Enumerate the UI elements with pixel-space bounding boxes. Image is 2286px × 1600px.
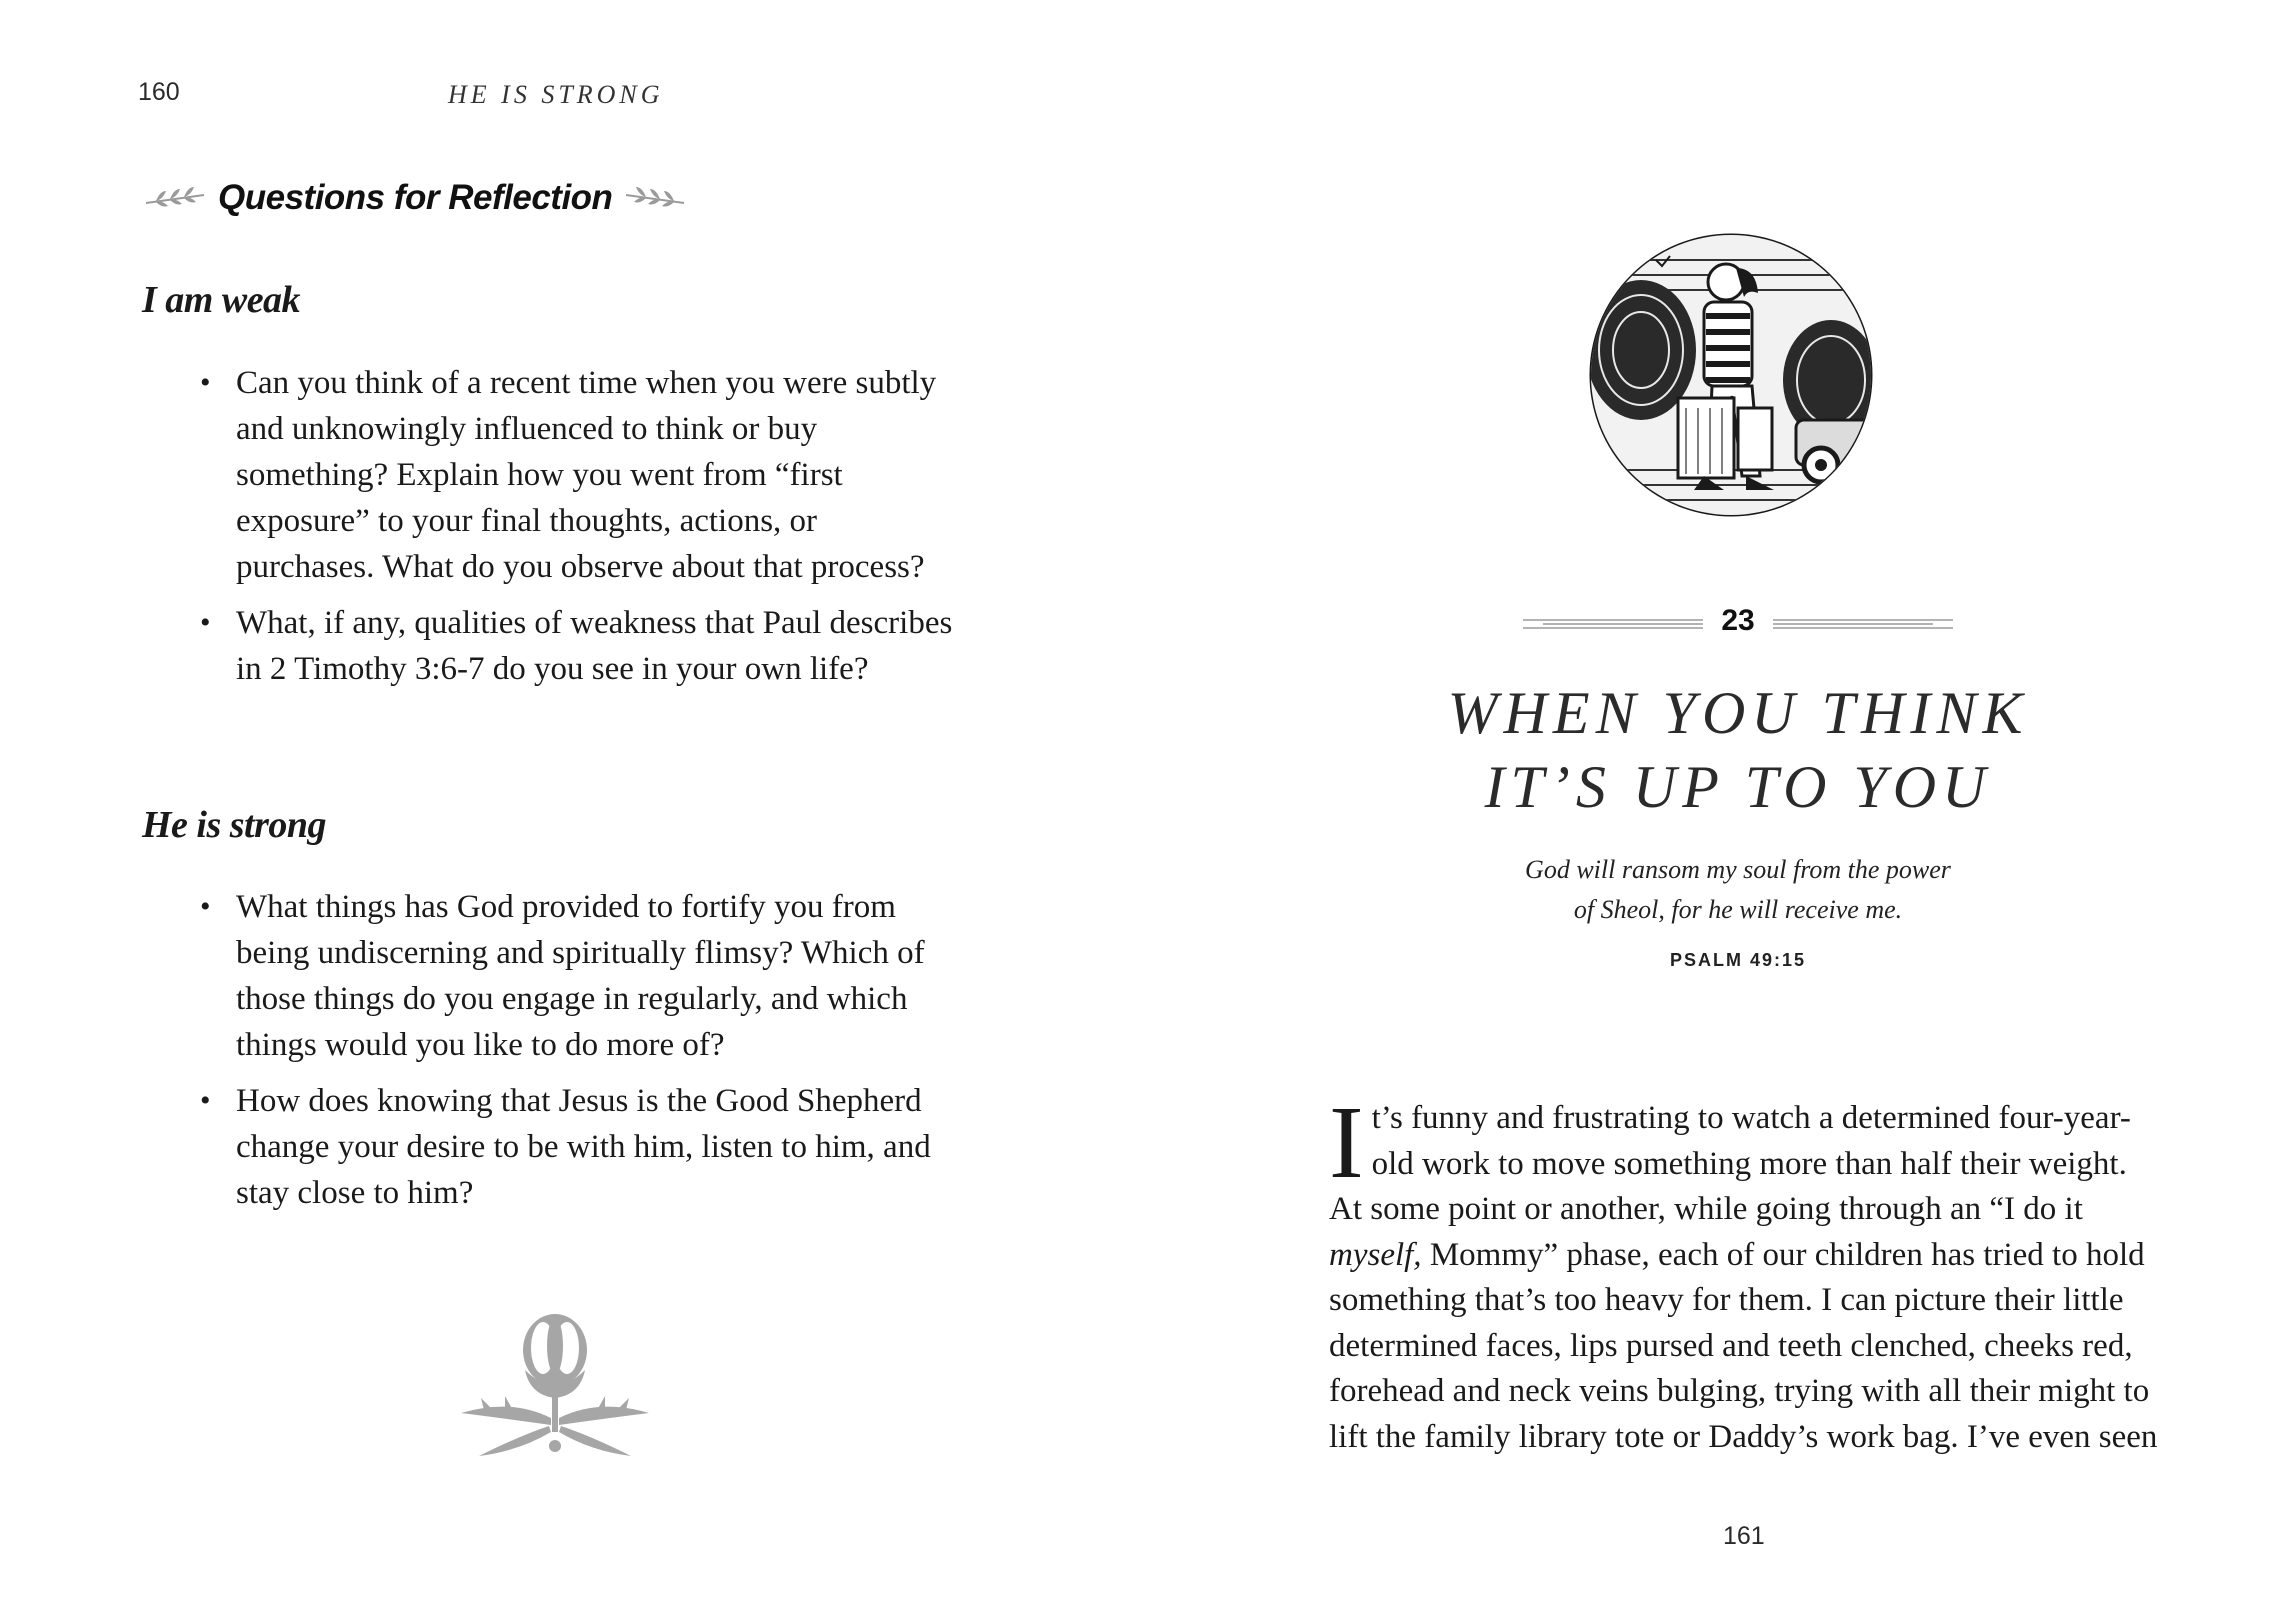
epigraph-line: of Sheol, for he will receive me. — [1573, 895, 1903, 924]
reflection-title: Questions for Reflection — [218, 178, 613, 217]
question-text: Can you think of a recent time when you were subtly and unknowingly influenced to think or buy something? Explain how you went from “first exposure” to your final thoughts, actions, or purchases. What do you observe about that process? — [236, 365, 937, 585]
sprig-right-icon — [622, 185, 688, 211]
section-title-strong: He is strong — [142, 804, 327, 846]
body-text-part: Mommy” phase, each of our children has tried to hold something that’s too heavy for them. I can picture their little determined faces, lips pursed and teeth clenched, cheeks red, forehead and neck veins bulging, trying with all their might to lift the family library tote or Daddy’s work bag. I’ve even seen — [1329, 1236, 2158, 1455]
epigraph-line: God will ransom my soul from the power — [1525, 855, 1951, 884]
body-paragraph — [1329, 1085, 2159, 1460]
question-item — [200, 884, 960, 1068]
body-text-part: t’s funny and frustrating to watch a determined four-year-old work to move something more than half their weight. At some point or another, while going through an “I do it — [1329, 1100, 2131, 1227]
chapter-title-line: WHEN YOU THINK — [1447, 680, 2029, 746]
section-title-weak: I am weak — [142, 279, 301, 321]
bullet: • — [200, 890, 211, 923]
bullet: • — [200, 1084, 211, 1117]
reflection-heading — [142, 178, 688, 218]
question-text: What things has God provided to fortify you from being undiscerning and spiritually flimsy? Which of those things do you engage in regularly, and which things would you like to do more of? — [236, 889, 925, 1063]
bullet: • — [200, 366, 211, 399]
drop-cap: I — [1329, 1085, 1364, 1200]
bullet: • — [200, 606, 211, 639]
question-item — [200, 600, 960, 692]
question-text: How does knowing that Jesus is the Good Shepherd change your desire to be with him, listen to him, and stay close to him? — [236, 1083, 931, 1211]
floral-ornament-icon — [445, 1300, 665, 1470]
question-list-strong — [200, 884, 960, 1226]
chapter-title — [1393, 676, 2083, 824]
epigraph-reference: PSALM 49:15 — [1669, 950, 1807, 970]
running-head: HE IS STRONG — [448, 80, 664, 109]
question-text: What, if any, qualities of weakness that Paul describes in 2 Timothy 3:6-7 do you see in your own life? — [236, 605, 953, 687]
epigraph — [1443, 850, 2033, 930]
chapter-title-line: IT’S UP TO YOU — [1484, 754, 1992, 820]
question-item — [200, 360, 960, 590]
page-number: 160 — [138, 78, 180, 106]
page-number: 161 — [1723, 1522, 1765, 1550]
question-list-weak — [200, 360, 960, 702]
body-text-italic: myself, — [1329, 1236, 1422, 1273]
woman-carrying-bags-illustration — [1586, 230, 1876, 520]
chapter-number: 23 — [1703, 604, 1773, 638]
question-item — [200, 1078, 960, 1216]
sprig-left-icon — [142, 185, 208, 211]
right-page — [1143, 0, 2286, 1600]
